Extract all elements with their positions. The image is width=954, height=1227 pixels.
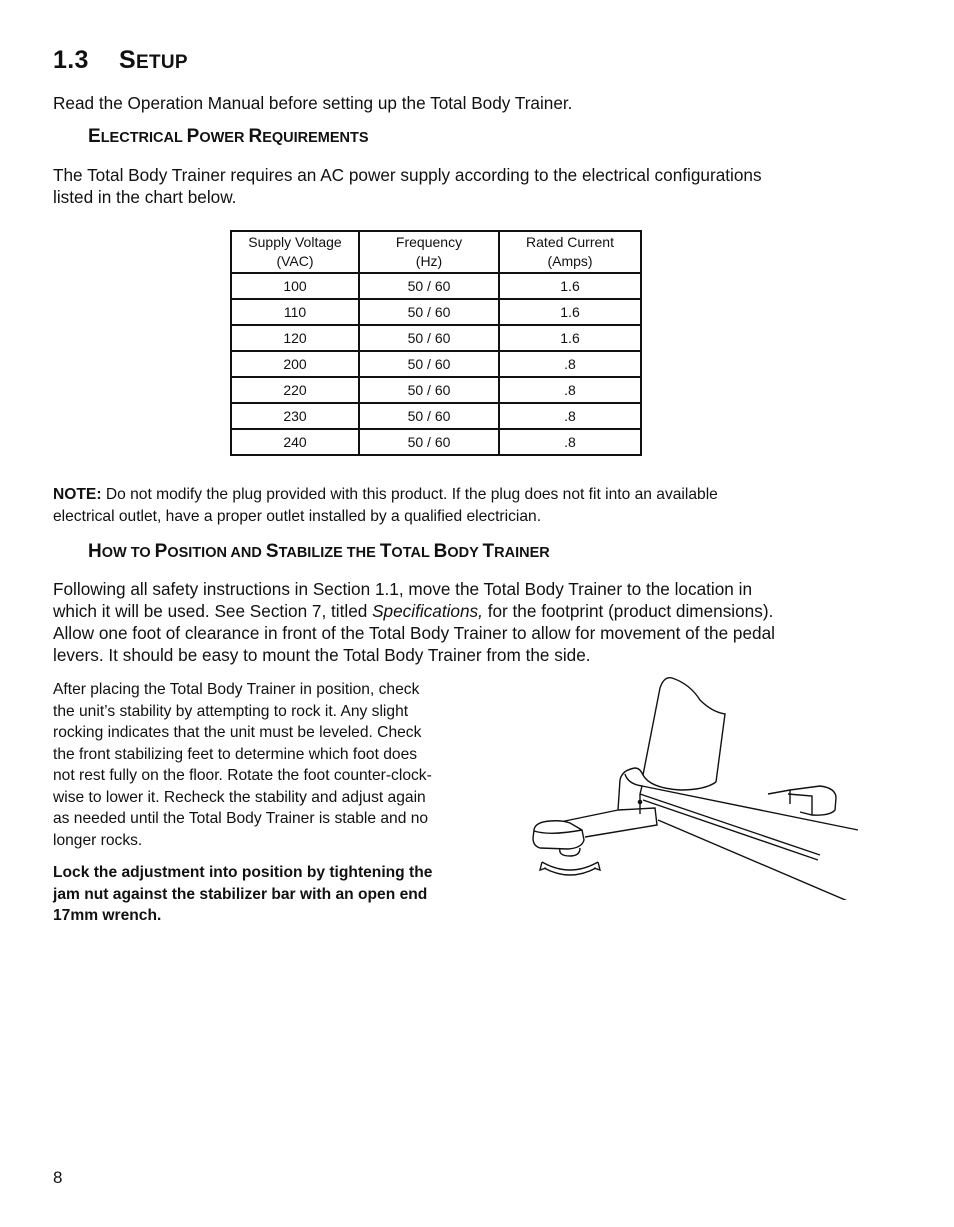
table-row: 230 50 / 60 .8 — [231, 403, 641, 429]
table-row: 100 50 / 60 1.6 — [231, 273, 641, 299]
page-number: 8 — [53, 1168, 63, 1187]
position-paragraph: Following all safety instructions in Section 1.1, move the Total Body Trainer to the location in which it will be used. See Section 7, titled Specifications, for the footprint (product dimensions). Allow one foot of clearance in front of the Total Body Trainer to allow for movement of the pedal levers. It should be easy to mount the Total Body Trainer from the side. — [53, 579, 775, 665]
table-row: 220 50 / 60 .8 — [231, 377, 641, 403]
table-header-row — [231, 231, 641, 273]
header-rated-current: Rated Current (Amps) — [499, 231, 641, 273]
table-row: 120 50 / 60 1.6 — [231, 325, 641, 351]
electrical-paragraph: The Total Body Trainer requires an AC power supply according to the electrical configurations listed in the chart below. — [53, 165, 762, 207]
stability-paragraph: After placing the Total Body Trainer in position, check the unit’s stability by attempting to rock it. Any slight rocking indicates that the unit must be leveled. Check the front stabilizing feet to determine which foot does not rest fully on the floor. Rotate the foot counter-clock- wise to lower it. Recheck the stability and adjust again as needed until the Total Body Trainer is stable and no longer rocks. — [53, 681, 432, 849]
position-heading: HOW TO POSITION AND STABILIZE THE TOTAL BODY TRAINER — [88, 541, 550, 562]
table-row: 240 50 / 60 .8 — [231, 429, 641, 455]
note-text: NOTE: Do not modify the plug provided with this product. If the plug does not fit into an available electrical outlet, have a proper outlet installed by a qualified electrician. — [53, 486, 718, 525]
lock-instruction: Lock the adjustment into position by tightening the jam nut against the stabilizer bar with an open end 17mm wrench. — [53, 864, 433, 924]
header-frequency: Frequency (Hz) — [359, 231, 499, 273]
intro-text: Read the Operation Manual before setting up the Total Body Trainer. — [53, 93, 573, 113]
table-row: 200 50 / 60 .8 — [231, 351, 641, 377]
electrical-config-table — [230, 230, 642, 456]
header-supply-voltage: Supply Voltage (VAC) — [231, 231, 359, 273]
electrical-heading: ELECTRICAL POWER REQUIREMENTS — [88, 126, 369, 147]
section-heading: 1.3 SETUP — [53, 46, 188, 74]
section-number: 1.3 — [53, 46, 89, 74]
table-row: 110 50 / 60 1.6 — [231, 299, 641, 325]
stabilizer-foot-illustration — [500, 670, 880, 900]
